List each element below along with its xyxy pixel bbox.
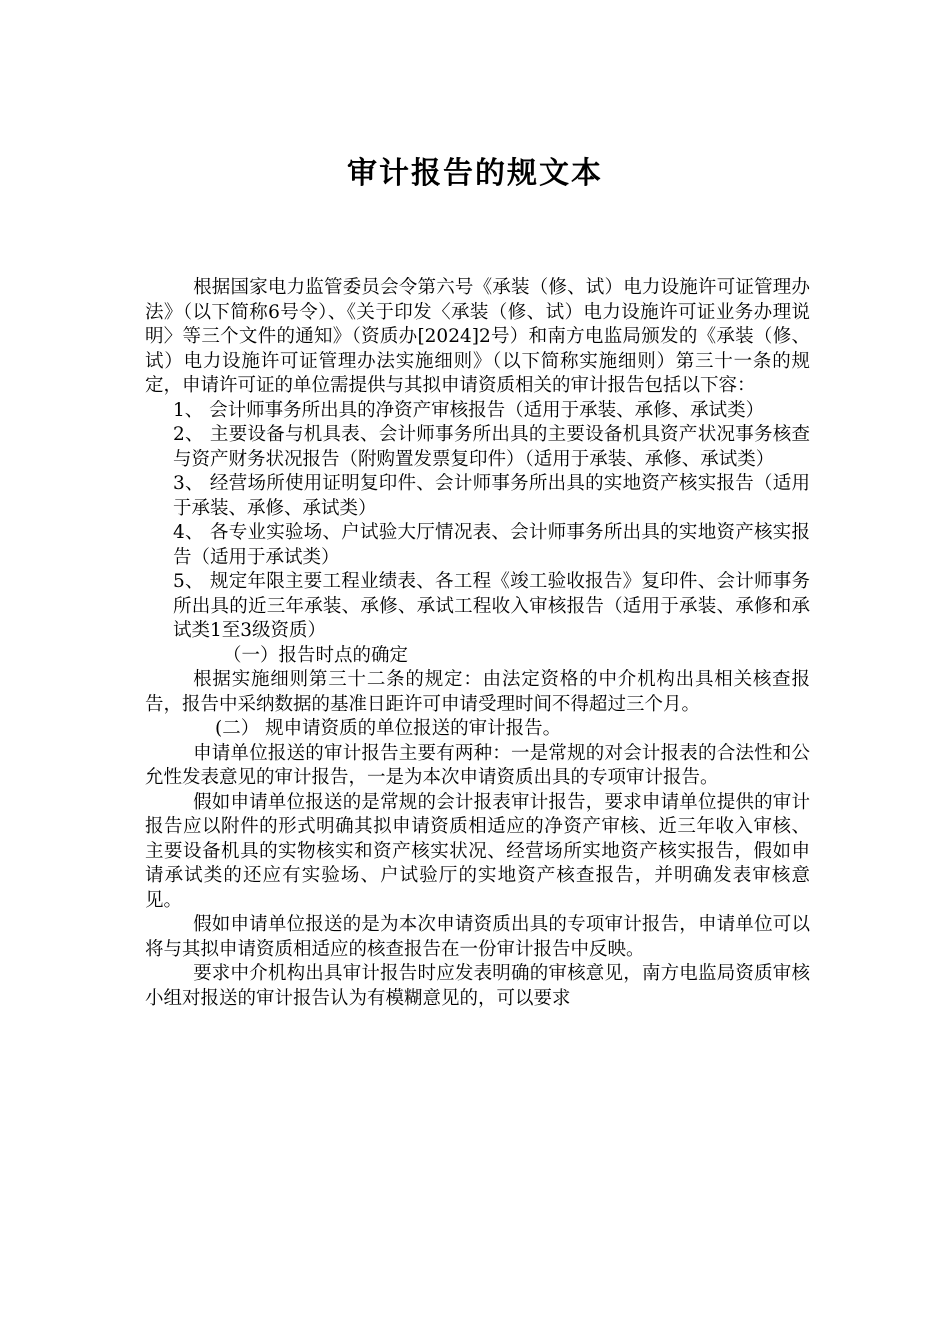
intro-paragraph: 根据国家电力监管委员会令第六号《承装（修、试）电力设施许可证管理办法》（以下简称6号令）、《关于印发〈承装（修、试）电力设施许可证业务办理说明〉等三个文件的通知》（资质办[2024]2号）和南方电监局颁发的《承装（修、试）电力设施许可证管理办法实施细则》（以下简称实施细则）第三十一条的规定，申请许可证的单位需提供与其拟申请资质相关的审计报告包括以下容： [145,277,810,396]
list-item: 4、 各专业实验场、户试验大厅情况表、会计师事务所出具的实地资产核实报告（适用于承试类） [173,522,810,568]
paragraph: 申请单位报送的审计报告主要有两种：一是常规的对会计报表的合法性和公允性发表意见的审计报告，一是为本次申请资质出具的专项审计报告。 [145,742,810,788]
list-item: 1、 会计师事务所出具的净资产审核报告（适用于承装、承修、承试类） [173,399,765,421]
paragraph: 假如申请单位报送的是常规的会计报表审计报告，要求申请单位提供的审计报告应以附件的形式明确其拟申请资质相适应的净资产审核、近三年收入审核、主要设备机具的实物核实和资产核实状况、经营场所实地资产核实报告，假如申请承试类的还应有实验场、户试验厅的实地资产核查报告，并明确发表审核意见。 [145,791,810,911]
document-title: 审计报告的规文本 [347,156,603,191]
list-item: 5、 规定年限主要工程业绩表、各工程《竣工验收报告》复印件、会计师事务所出具的近三年承装、承修、承试工程收入审核报告（适用于承装、承修和承试类1至3级资质） [173,571,810,641]
list-item: 3、 经营场所使用证明复印件、会计师事务所出具的实地资产核实报告（适用于承装、承修、承试类） [173,473,810,519]
document-body [145,276,810,1011]
list-item: 2、 主要设备与机具表、会计师事务所出具的主要设备机具资产状况事务核查与资产财务状况报告（附购置发票复印件）（适用于承装、承修、承试类） [173,424,810,470]
paragraph: 要求中介机构出具审计报告时应发表明确的审核意见，南方电监局资质审核小组对报送的审计报告认为有模糊意见的，可以要求 [145,963,810,1009]
section-heading-2: (二） 规申请资质的单位报送的审计报告。 [215,718,562,739]
section-paragraph: 根据实施细则第三十二条的规定：由法定资格的中介机构出具相关核查报告，报告中采纳数据的基准日距许可申请受理时间不得超过三个月。 [145,669,810,715]
section-heading-1: （一）报告时点的确定 [223,644,409,666]
paragraph: 假如申请单位报送的是为本次申请资质出具的专项审计报告，申请单位可以将与其拟申请资质相适应的核查报告在一份审计报告中反映。 [145,914,810,960]
